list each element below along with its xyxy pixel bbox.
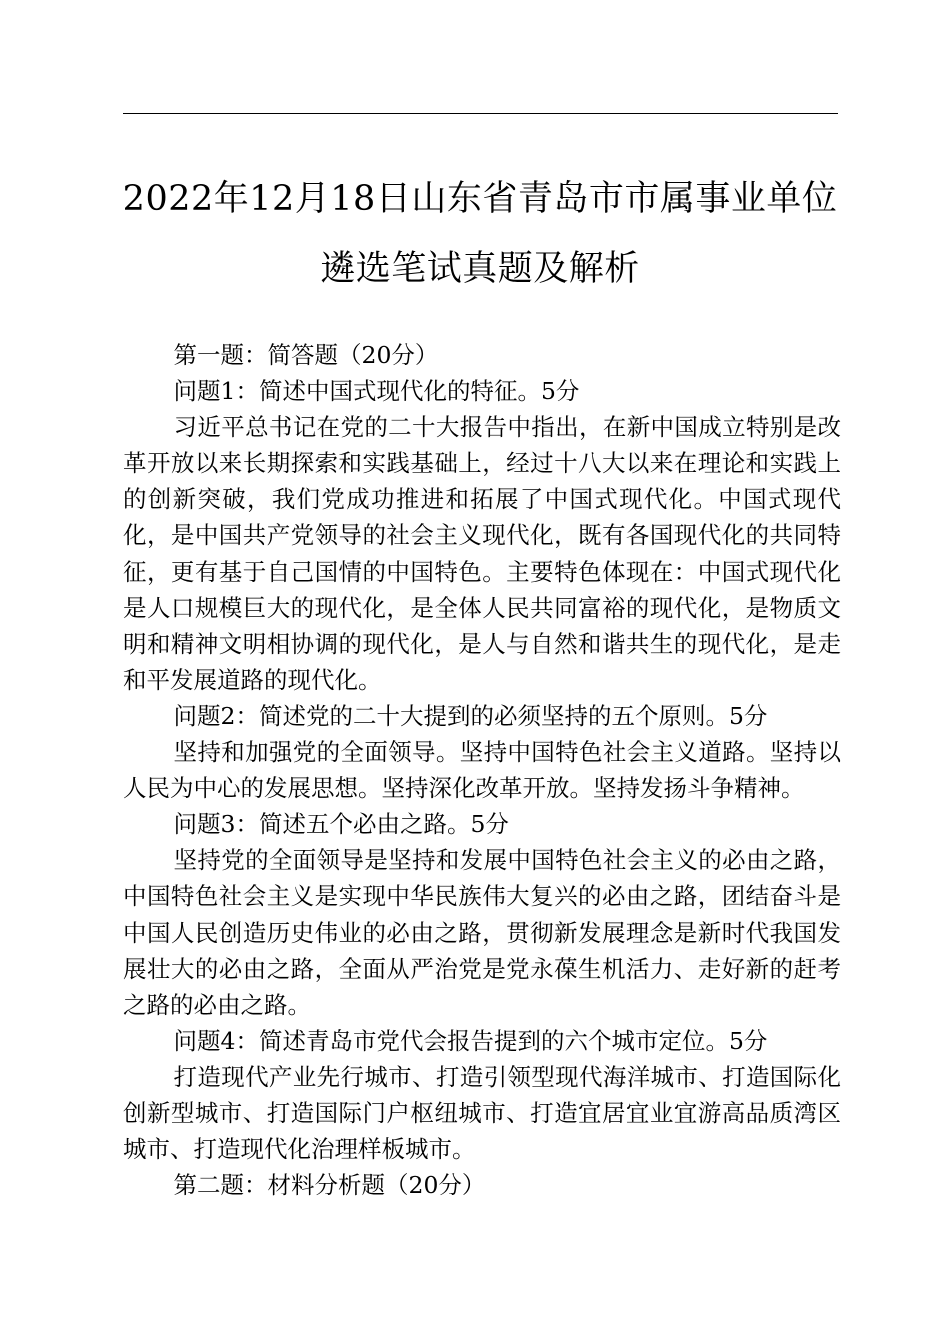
document-title-line-1: 2022年12月18日山东省青岛市市属事业单位 <box>122 179 838 219</box>
section-heading-2: 第二题：材料分析题（20分） <box>173 1171 486 1200</box>
question-3: 问题3：简述五个必由之路。5分 <box>173 810 509 839</box>
document-body <box>123 337 841 1203</box>
question-4: 问题4：简述青岛市党代会报告提到的六个城市定位。5分 <box>173 1026 768 1055</box>
section-heading-1: 第一题：简答题（20分） <box>173 341 439 369</box>
question-2: 问题2：简述党的二十大提到的必须坚持的五个原则。5分 <box>173 701 768 730</box>
document-title-line-2: 遴选笔试真题及解析 <box>320 249 640 289</box>
answer-4: 打造现代产业先行城市、打造引领型现代海洋城市、打造国际化创新型城市、打造国际门户枢纽城市、打造宜居宜业宜游高品质湾区城市、打造现代化治理样板城市。 <box>123 1062 841 1164</box>
question-1: 问题1：简述中国式现代化的特征。5分 <box>173 377 580 406</box>
header-rule <box>123 113 838 114</box>
answer-2: 坚持和加强党的全面领导。坚持中国特色社会主义道路。坚持以人民为中心的发展思想。坚持深化改革开放。坚持发扬斗争精神。 <box>123 738 841 803</box>
answer-3: 坚持党的全面领导是坚持和发展中国特色社会主义的必由之路，中国特色社会主义是实现中华民族伟大复兴的必由之路，团结奋斗是中国人民创造历史伟业的必由之路，贯彻新发展理念是新时代我国发展壮大的必由之路，全面从严治党是党永葆生机活力、走好新的赶考之路的必由之路。 <box>123 846 841 1019</box>
answer-1: 习近平总书记在党的二十大报告中指出，在新中国成立特别是改革开放以来长期探索和实践基础上，经过十八大以来在理论和实践上的创新突破，我们党成功推进和拓展了中国式现代化。中国式现代化，是中国共产党领导的社会主义现代化，既有各国现代化的共同特征，更有基于自己国情的中国特色。主要特色体现在：中国式现代化是人口规模巨大的现代化，是全体人民共同富裕的现代化，是物质文明和精神文明相协调的现代化，是人与自然和谐共生的现代化，是走和平发展道路的现代化。 <box>123 413 841 694</box>
